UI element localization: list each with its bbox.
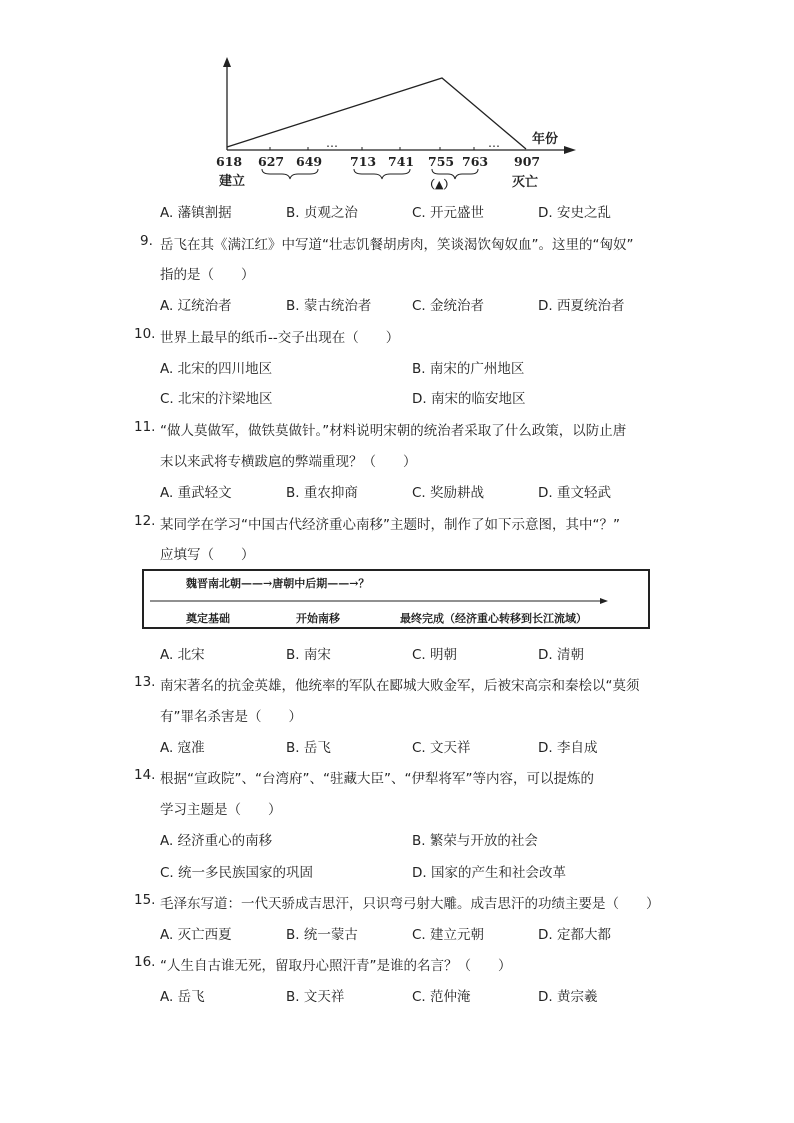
tang-dynasty-timeline-figure bbox=[210, 55, 590, 190]
q13-option-c[interactable]: C. 文天祥 bbox=[412, 740, 471, 756]
x-axis-label: 年份 bbox=[532, 132, 559, 147]
q13-option-b[interactable]: B. 岳飞 bbox=[286, 740, 331, 756]
q8-option-d[interactable]: D. 安史之乱 bbox=[538, 205, 611, 221]
brace-627-649 bbox=[262, 169, 318, 179]
q15-option-b[interactable]: B. 统一蒙古 bbox=[286, 927, 358, 943]
q9-number: 9. bbox=[140, 233, 153, 249]
diagram-label-foundation: 奠定基础 bbox=[186, 612, 230, 625]
q14-stem-line2: 学习主题是（ ） bbox=[160, 802, 282, 818]
year-627: 627 bbox=[258, 154, 285, 169]
diagram-label-completed: 最终完成（经济重心转移到长江流域） bbox=[400, 612, 587, 625]
axis-dots-2: … bbox=[488, 136, 500, 150]
q11-stem-line2: 末以来武将专横跋扈的弊端重现？（ ） bbox=[160, 454, 417, 470]
start-label: 建立 bbox=[219, 174, 246, 189]
q13-number: 13. bbox=[134, 674, 156, 690]
q11-option-b[interactable]: B. 重农抑商 bbox=[286, 485, 358, 501]
diagram-arrow bbox=[150, 596, 610, 606]
q9-stem-line2: 指的是（ ） bbox=[160, 267, 255, 283]
year-741: 741 bbox=[388, 154, 415, 169]
q16-number: 16. bbox=[134, 954, 156, 970]
q15-number: 15. bbox=[134, 892, 156, 908]
year-907: 907 bbox=[514, 154, 541, 169]
year-755: 755 bbox=[428, 154, 455, 169]
q16-option-d[interactable]: D. 黄宗羲 bbox=[538, 989, 598, 1005]
year-713: 713 bbox=[350, 154, 377, 169]
q14-option-c[interactable]: C. 统一多民族国家的巩固 bbox=[160, 865, 314, 881]
q14-number: 14. bbox=[134, 767, 156, 783]
q14-option-b[interactable]: B. 繁荣与开放的社会 bbox=[412, 833, 538, 849]
q11-option-d[interactable]: D. 重文轻武 bbox=[538, 485, 611, 501]
q10-option-c[interactable]: C. 北宋的汴梁地区 bbox=[160, 391, 273, 407]
q14-option-a[interactable]: A. 经济重心的南移 bbox=[160, 833, 273, 849]
economic-shift-diagram bbox=[142, 569, 650, 629]
q12-option-a[interactable]: A. 北宋 bbox=[160, 647, 205, 663]
q12-stem-line1: 某同学在学习“中国古代经济重心南移”主题时，制作了如下示意图，其中“？” bbox=[160, 517, 620, 533]
q12-number: 12. bbox=[134, 513, 156, 529]
q16-option-c[interactable]: C. 范仲淹 bbox=[412, 989, 471, 1005]
q16-stem: “人生自古谁无死，留取丹心照汗青”是谁的名言？（ ） bbox=[160, 958, 512, 974]
q8-option-b[interactable]: B. 贞观之治 bbox=[286, 205, 358, 221]
q12-stem-line2: 应填写（ ） bbox=[160, 547, 255, 563]
q15-option-d[interactable]: D. 定都大都 bbox=[538, 927, 611, 943]
q10-option-b[interactable]: B. 南宋的广州地区 bbox=[412, 361, 525, 377]
axis-dots-1: … bbox=[326, 136, 338, 150]
q9-stem-line1: 岳飞在其《满江红》中写道“壮志饥餐胡虏肉，笑谈渴饮匈奴血”。这里的“匈奴” bbox=[160, 237, 634, 253]
q9-option-c[interactable]: C. 金统治者 bbox=[412, 298, 485, 314]
diagram-top-text: 魏晋南北朝——→唐朝中后期——→？ bbox=[186, 577, 370, 590]
q16-option-b[interactable]: B. 文天祥 bbox=[286, 989, 345, 1005]
q8-option-c[interactable]: C. 开元盛世 bbox=[412, 205, 485, 221]
year-649: 649 bbox=[296, 154, 323, 169]
q12-option-c[interactable]: C. 明朝 bbox=[412, 647, 458, 663]
q16-option-a[interactable]: A. 岳飞 bbox=[160, 989, 205, 1005]
q13-stem-line1: 南宋著名的抗金英雄，他统率的军队在郾城大败金军，后被宋高宗和秦桧以“莫须 bbox=[160, 678, 640, 694]
q15-option-c[interactable]: C. 建立元朝 bbox=[412, 927, 485, 943]
q11-stem-line1: “做人莫做军，做铁莫做针。”材料说明宋朝的统治者采取了什么政策，以防止唐 bbox=[160, 423, 627, 439]
q13-option-a[interactable]: A. 寇准 bbox=[160, 740, 205, 756]
q13-option-d[interactable]: D. 李自成 bbox=[538, 740, 598, 756]
q12-option-b[interactable]: B. 南宋 bbox=[286, 647, 331, 663]
q15-stem: 毛泽东写道：一代天骄成吉思汗，只识弯弓射大雕。成吉思汗的功绩主要是（ ） bbox=[160, 896, 660, 912]
q14-stem-line1: 根据“宣政院”、“台湾府”、“驻藏大臣”、“伊犁将军”等内容，可以提炼的 bbox=[160, 771, 594, 787]
dynasty-trend-line bbox=[227, 78, 526, 149]
q9-option-d[interactable]: D. 西夏统治者 bbox=[538, 298, 625, 314]
blank-marker: （▲） bbox=[424, 178, 455, 190]
q10-number: 10. bbox=[134, 326, 156, 342]
q9-option-a[interactable]: A. 辽统治者 bbox=[160, 298, 232, 314]
q13-stem-line2: 有”罪名杀害是（ ） bbox=[160, 709, 302, 725]
y-axis-arrow bbox=[223, 57, 231, 67]
diagram-label-start-shift: 开始南移 bbox=[296, 612, 340, 625]
q10-option-d[interactable]: D. 南宋的临安地区 bbox=[412, 391, 526, 407]
year-618: 618 bbox=[216, 154, 243, 169]
brace-713-741 bbox=[354, 169, 410, 179]
q12-option-d[interactable]: D. 清朝 bbox=[538, 647, 584, 663]
q11-number: 11. bbox=[134, 419, 156, 435]
x-axis-arrow bbox=[564, 146, 576, 154]
q11-option-a[interactable]: A. 重武轻文 bbox=[160, 485, 232, 501]
q10-option-a[interactable]: A. 北宋的四川地区 bbox=[160, 361, 273, 377]
q10-stem: 世界上最早的纸币--交子出现在（ ） bbox=[160, 330, 400, 346]
q8-option-a[interactable]: A. 藩镇割据 bbox=[160, 205, 232, 221]
q11-option-c[interactable]: C. 奖励耕战 bbox=[412, 485, 485, 501]
q9-option-b[interactable]: B. 蒙古统治者 bbox=[286, 298, 372, 314]
q15-option-a[interactable]: A. 灭亡西夏 bbox=[160, 927, 232, 943]
year-763: 763 bbox=[462, 154, 489, 169]
q14-option-d[interactable]: D. 国家的产生和社会改革 bbox=[412, 865, 566, 881]
end-label: 灭亡 bbox=[512, 175, 539, 190]
